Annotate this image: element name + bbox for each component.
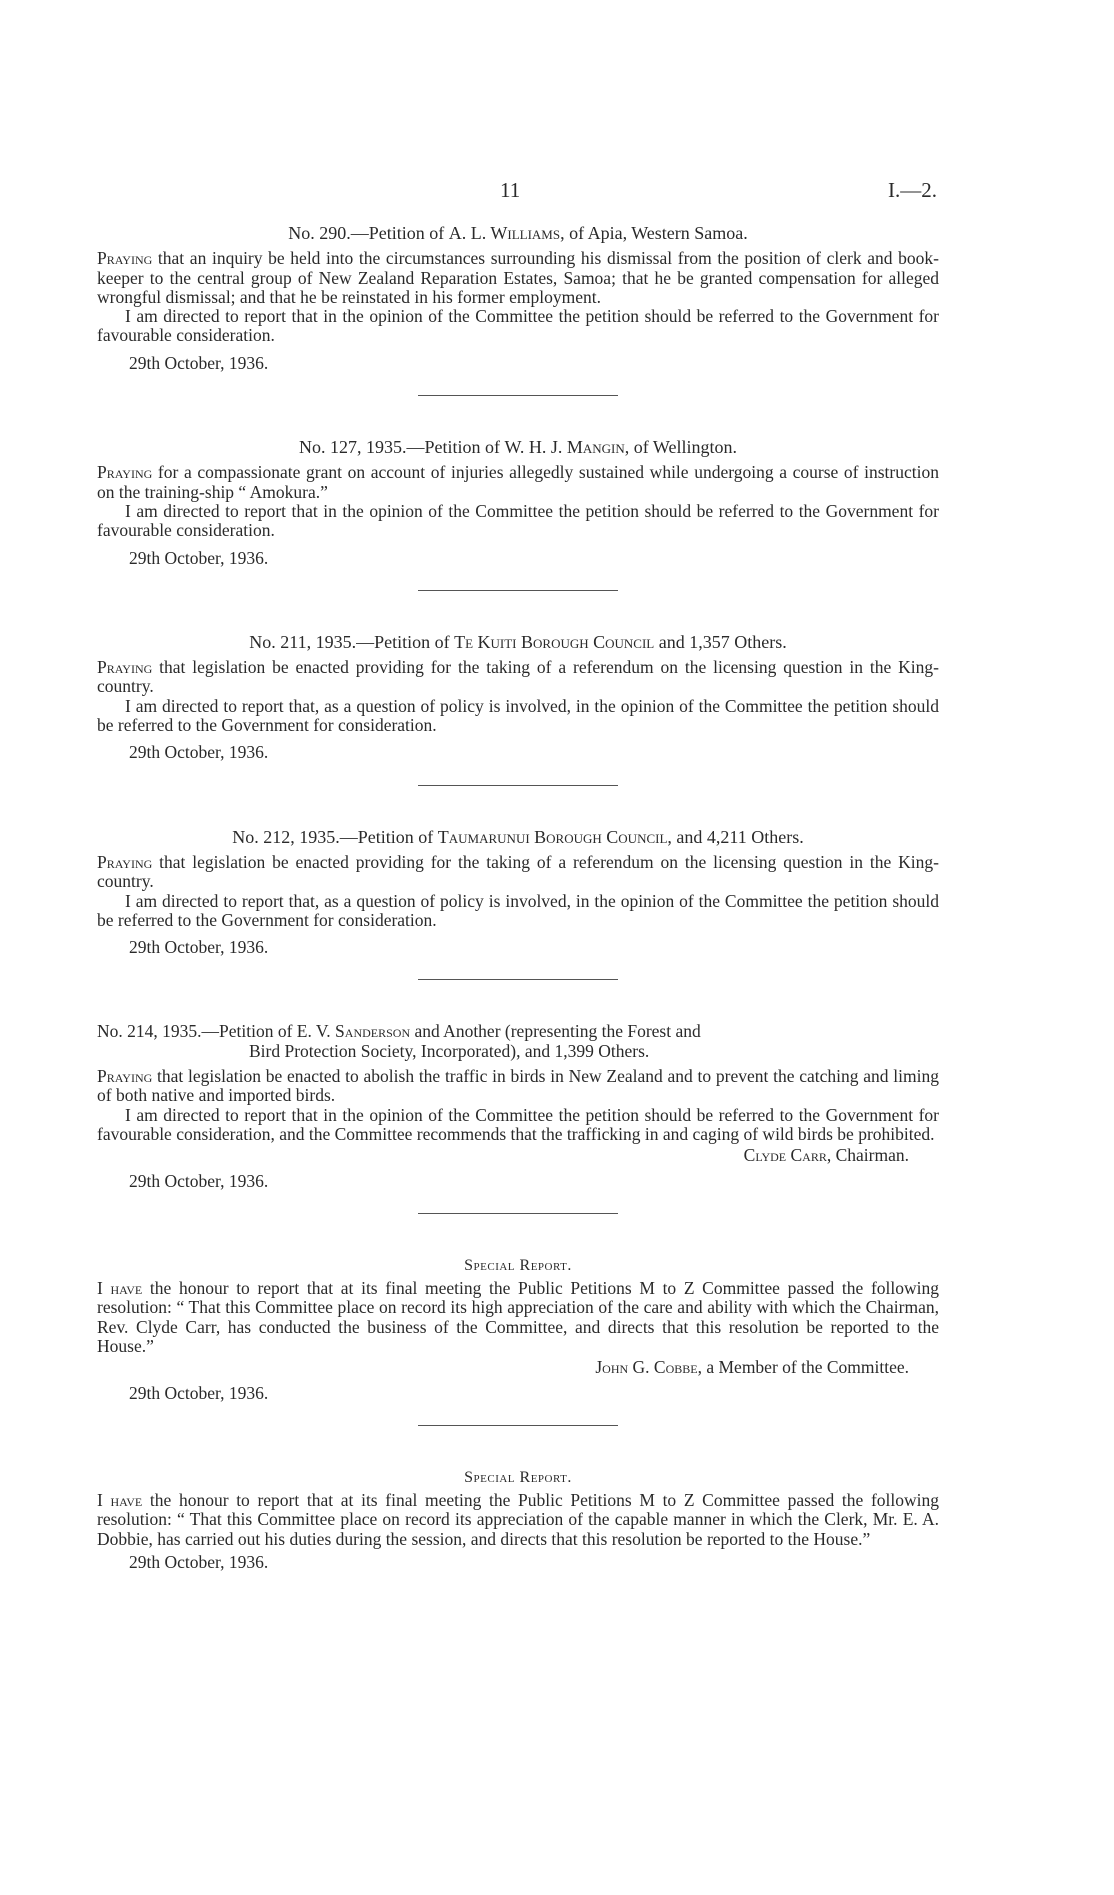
- petition-heading: No. 214, 1935.—Petition of E. V. Sanderson and Another (representing the Forest and Bird Protection Society, Incorporated), and 1,399 Others.: [97, 1021, 701, 1061]
- report-date: 29th October, 1936.: [129, 1170, 269, 1191]
- signature: Clyde Carr, Chairman.: [743, 1145, 909, 1166]
- report-date: 29th October, 1936.: [129, 1552, 269, 1573]
- special-report-clerk: [97, 1468, 939, 1572]
- petition-127: [97, 438, 939, 568]
- special-report-title: Special Report.: [464, 1468, 572, 1486]
- report-date: 29th October, 1936.: [129, 742, 269, 763]
- report-date: 29th October, 1936.: [129, 352, 269, 373]
- petition-214: [97, 1022, 939, 1190]
- special-report-text: I have the honour to report that at its final meeting the Public Petitions M to Z Committee passed the following resolution: “ That this Committee place on record its appreciation of the capable manner in which the Clerk, Mr. E. A. Dobbie, has carried out his duties during the session, and directs that this resolution be reported to the House.”: [97, 1490, 939, 1549]
- petitioner-name: A. L. Williams: [448, 223, 561, 243]
- petitioner-name: Te Kuiti Borough Council: [454, 631, 655, 652]
- petitioner-name: E. V. Sanderson: [296, 1021, 411, 1042]
- report-date: 29th October, 1936.: [129, 1382, 269, 1403]
- document-body: [97, 224, 939, 1572]
- section-divider: [418, 785, 618, 786]
- petition-211: [97, 633, 939, 763]
- petitioner-name: W. H. J. Mangin: [504, 437, 625, 458]
- report-paragraph: I am directed to report that, as a question of policy is involved, in the opinion of the Committee the petition should be referred to the Government for consideration.: [97, 890, 939, 930]
- section-divider: [418, 590, 618, 591]
- report-paragraph: I am directed to report that in the opinion of the Committee the petition should be referred to the Government for favourable consideration, and the Committee recommends that the trafficking in and caging of wild birds be prohibited.: [97, 1104, 939, 1144]
- petition-heading: No. 212, 1935.—Petition of Taumarunui Borough Council, and 4,211 Others.: [232, 826, 804, 847]
- petition-212: [97, 828, 939, 958]
- page-number: 11: [500, 178, 521, 202]
- special-report-chairman: [97, 1256, 939, 1403]
- report-date: 29th October, 1936.: [129, 937, 269, 958]
- section-divider: [418, 979, 618, 980]
- signature: John G. Cobbe, a Member of the Committee.: [595, 1357, 909, 1378]
- petition-heading: No. 290.—Petition of A. L. Williams, of Apia, Western Samoa.: [288, 223, 748, 243]
- petition-heading: No. 127, 1935.—Petition of W. H. J. Mangin, of Wellington.: [299, 437, 737, 458]
- special-report-text: I have the honour to report that at its final meeting the Public Petitions M to Z Committee passed the following resolution: “ That this Committee place on record its high appreciation of the care and ability with which the Chairman, Rev. Clyde Carr, has conducted the business of the Committee, and directs that this resolution be reported to the House.”: [97, 1278, 939, 1356]
- praying-paragraph: Praying that legislation be enacted providing for the taking of a referendum on the licensing question in the King-country.: [97, 851, 939, 892]
- report-paragraph: I am directed to report that in the opinion of the Committee the petition should be referred to the Government for favourable consideration.: [97, 306, 939, 346]
- petition-heading: No. 211, 1935.—Petition of Te Kuiti Borough Council and 1,357 Others.: [249, 631, 787, 652]
- special-report-title: Special Report.: [464, 1256, 572, 1274]
- praying-paragraph: Praying that legislation be enacted providing for the taking of a referendum on the licensing question in the King-country.: [97, 657, 939, 697]
- section-divider: [418, 395, 618, 396]
- petitioner-name: Taumarunui Borough Council: [437, 826, 668, 847]
- section-divider: [418, 1213, 618, 1214]
- section-divider: [418, 1425, 618, 1426]
- praying-paragraph: Praying that legislation be enacted to abolish the traffic in birds in New Zealand and to prevent the catching and liming of both native and imported birds.: [97, 1066, 939, 1106]
- report-paragraph: I am directed to report that in the opinion of the Committee the petition should be referred to the Government for favourable consideration.: [97, 500, 939, 541]
- report-paragraph: I am directed to report that, as a question of policy is involved, in the opinion of the Committee the petition should be referred to the Government for consideration.: [97, 695, 939, 736]
- praying-paragraph: Praying that an inquiry be held into the circumstances surrounding his dismissal from the position of clerk and book-keeper to the central group of New Zealand Reparation Estates, Samoa; that he be granted compensation for alleged wrongful dismissal; and that he be reinstated in his former employment.: [97, 248, 939, 307]
- page-code: I.—2.: [888, 178, 937, 202]
- petition-290: [97, 224, 939, 373]
- praying-paragraph: Praying for a compassionate grant on account of injuries allegedly sustained while undergoing a course of instruction on the training-ship “ Amokura.”: [97, 462, 939, 502]
- report-date: 29th October, 1936.: [129, 547, 269, 568]
